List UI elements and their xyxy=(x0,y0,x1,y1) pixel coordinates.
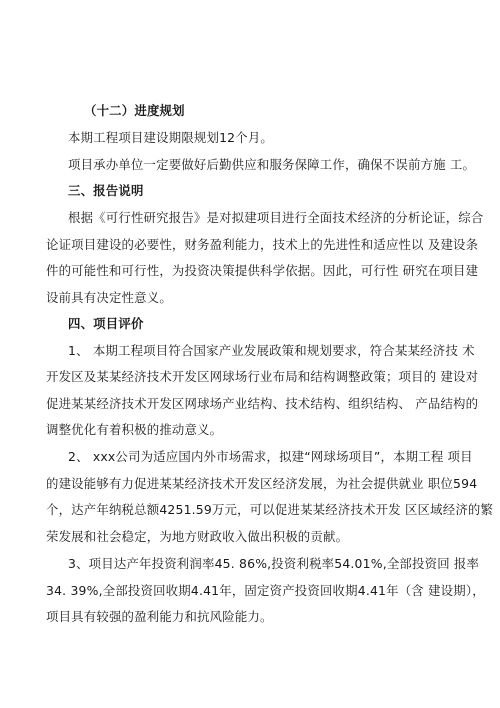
section-3-line-3: 件的可能性和可行性，为投资决策提供科学依据。因此，可行性 研究在项目建 xyxy=(46,263,479,278)
item-1-line-3: 促进某某经济技术开发区网球场产业结构、技术结构、组织结构、 产品结构的 xyxy=(46,396,479,411)
item-2-line-2: 的建设能够有力促进某某经济技术开发区经济发展，为社会提供就业 职位594 xyxy=(46,476,478,491)
item-2-line-1: 2、 xxx公司为适应国内外市场需求，拟建“网球场项目”，本期工程 项目 xyxy=(68,449,473,464)
section-3-line-4: 设前具有决定性意义。 xyxy=(46,290,172,305)
section-4-heading: 四、项目评价 xyxy=(68,316,144,331)
section-12-line-2: 项目承办单位一定要做好后勤供应和服务保障工作，确保不误前方施 工。 xyxy=(68,157,476,172)
item-1-line-4: 调整优化有着积极的推动意义。 xyxy=(46,422,223,437)
item-3-line-2: 34. 39%,全部投资回收期4.41年，固定资产投资回收期4.41年（含 建设期）， xyxy=(46,583,485,598)
section-12-line-1: 本期工程项目建设期限规划12个月。 xyxy=(68,130,274,145)
item-3-line-3: 项目具有较强的盈利能力和抗风险能力。 xyxy=(46,609,273,624)
item-2-line-4: 荣发展和社会稳定，为地方财政收入做出积极的贡献。 xyxy=(46,529,349,544)
item-1-line-1: 1、 本期工程项目符合国家产业发展政策和规划要求，符合某某经济技 术 xyxy=(68,343,475,358)
section-12-heading: （十二）进度规划 xyxy=(84,103,185,118)
item-3-line-1: 3、项目达产年投资利润率45. 86%,投资利税率54.01%,全部投资回 报率 xyxy=(68,556,480,571)
item-1-line-2: 开发区及某某经济技术开发区网球场行业布局和结构调整政策；项目的 建设对 xyxy=(46,369,479,384)
item-2-line-3: 个，达产年纳税总额4251.59万元，可以促进某某经济技术开发 区区域经济的繁 xyxy=(46,502,494,517)
section-3-line-2: 论证项目建设的必要性，财务盈利能力，技术上的先进性和适应性以 及建设条 xyxy=(46,237,479,252)
section-3-line-1: 根据《可行性研究报告》是对拟建项目进行全面技术经济的分析论证，综合 xyxy=(68,210,484,225)
section-3-heading: 三、报告说明 xyxy=(68,183,144,198)
